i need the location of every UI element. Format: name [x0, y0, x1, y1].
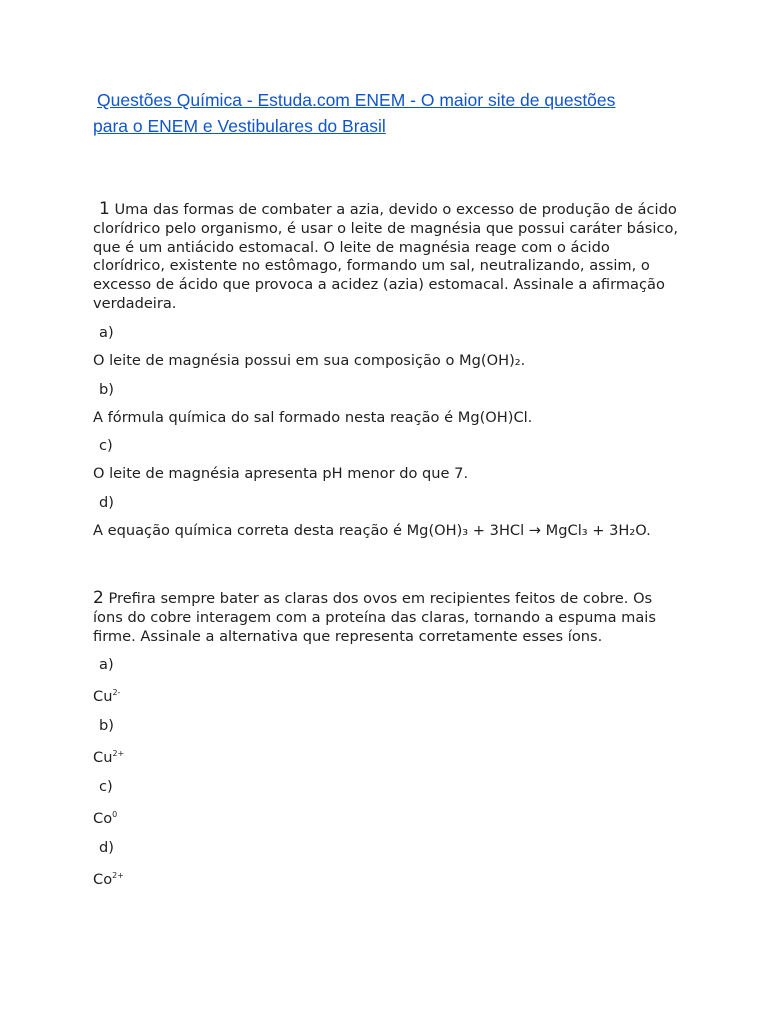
option-text: O leite de magnésia possui em sua composição o Mg(OH)₂.	[93, 351, 526, 369]
ion-symbol: Cu	[93, 688, 113, 706]
title-link[interactable]	[93, 87, 683, 139]
ion-symbol: Co	[93, 809, 113, 827]
option-text	[93, 867, 683, 890]
option-text	[93, 745, 683, 768]
option-letter: c)	[99, 777, 113, 795]
option-letter: b)	[99, 717, 114, 735]
option-letter: a)	[99, 656, 114, 674]
document-page	[93, 87, 683, 890]
title-line-2[interactable]: para o ENEM e Vestibulares do Brasil	[93, 116, 386, 136]
question-2	[93, 589, 683, 646]
question-text: Uma das formas de combater a azia, devido o excesso de produção de ácido clorídrico pelo organismo, é usar o leite de magnésia que possui caráter básico, que é um antiácido estomacal. O leite de magnésia reage com o ácido clorídrico, existente no estômago, formando um sal, neutralizando, assim, o excesso de ácido que provoca a acidez (azia) estomacal. Assinale a afirmação verdadeira.	[93, 201, 679, 312]
ion-charge: 2+	[112, 749, 125, 759]
option-text: A fórmula química do sal formado nesta reação é Mg(OH)Cl.	[93, 408, 533, 426]
ion-charge: 2-	[112, 688, 121, 698]
ion-charge: 2+	[112, 870, 124, 880]
option-text	[93, 684, 683, 707]
option-letter: b)	[99, 380, 114, 398]
option-text	[93, 806, 683, 829]
question-number: 2	[93, 587, 104, 608]
option-letter: d)	[99, 494, 114, 512]
title-line-1[interactable]: Questões Química - Estuda.com ENEM - O maior site de questões	[97, 90, 616, 110]
option-text: O leite de magnésia apresenta pH menor do que 7.	[93, 465, 469, 483]
question-text: Prefira sempre bater as claras dos ovos em recipientes feitos de cobre. Os íons do cobre interagem com a proteína das claras, tornando a espuma mais firme. Assinale a alternativa que representa corretamente esses íons.	[93, 589, 656, 645]
ion-charge: 0	[112, 809, 118, 819]
option-text: A equação química correta desta reação é Mg(OH)₃ + 3HCl → MgCl₃ + 3H₂O.	[93, 522, 651, 540]
option-letter: a)	[99, 323, 114, 341]
option-letter: d)	[99, 838, 114, 856]
ion-symbol: Co	[93, 870, 113, 888]
option-letter: c)	[99, 437, 113, 455]
question-number: 1	[99, 199, 110, 219]
question-1	[93, 200, 683, 314]
ion-symbol: Cu	[93, 749, 113, 767]
